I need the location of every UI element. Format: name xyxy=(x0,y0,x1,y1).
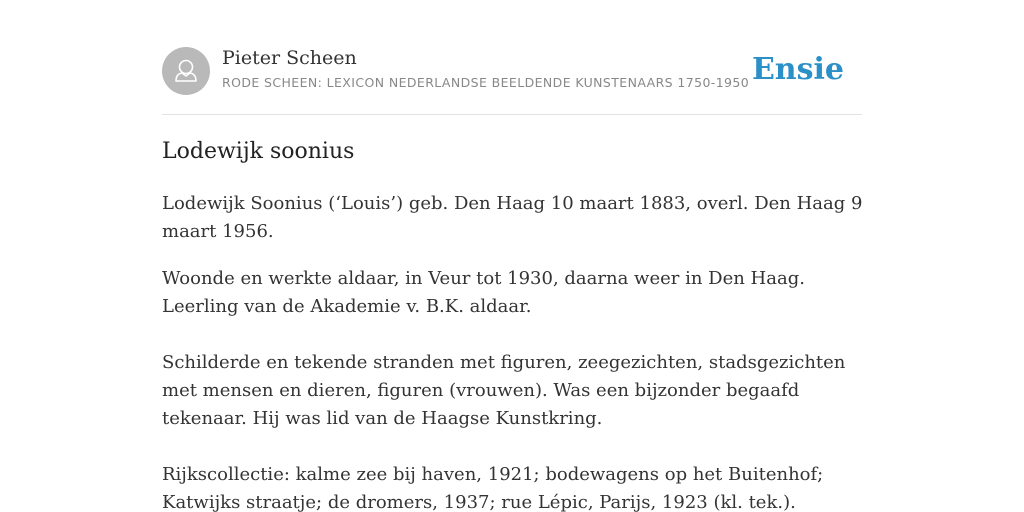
paragraph: Schilderde en tekende stranden met figuren, zeegezichten, stadsgezichten met mensen en dieren, figuren (vrouwen). Was een bijzonder begaafd tekenaar. Hij was lid van de Haagse Kunstkring. xyxy=(162,352,846,429)
paragraph: Rijkscollectie: kalme zee bij haven, 1921; bodewagens op het Buitenhof; Katwijks straatje; de dromers, 1937; rue Lépic, Parijs, 1923 (kl. tek.). xyxy=(162,464,824,512)
author-name[interactable]: Pieter Scheen xyxy=(222,47,357,69)
source-title[interactable]: RODE SCHEEN: LEXICON NEDERLANDSE BEELDENDE KUNSTENAARS 1750-1950 xyxy=(222,75,750,90)
avatar[interactable] xyxy=(162,47,210,95)
paragraph: Lodewijk Soonius (‘Louis’) geb. Den Haag 10 maart 1883, overl. Den Haag 9 maart 1956. xyxy=(162,193,863,242)
article-body xyxy=(162,190,866,512)
article-title: Lodewijk soonius xyxy=(162,139,355,164)
brand-logo[interactable]: Ensie xyxy=(751,52,844,87)
user-icon xyxy=(162,47,210,95)
article-header xyxy=(162,46,862,115)
paragraph: Woonde en werkte aldaar, in Veur tot 1930, daarna weer in Den Haag. Leerling van de Akademie v. B.K. aldaar. xyxy=(162,268,805,317)
